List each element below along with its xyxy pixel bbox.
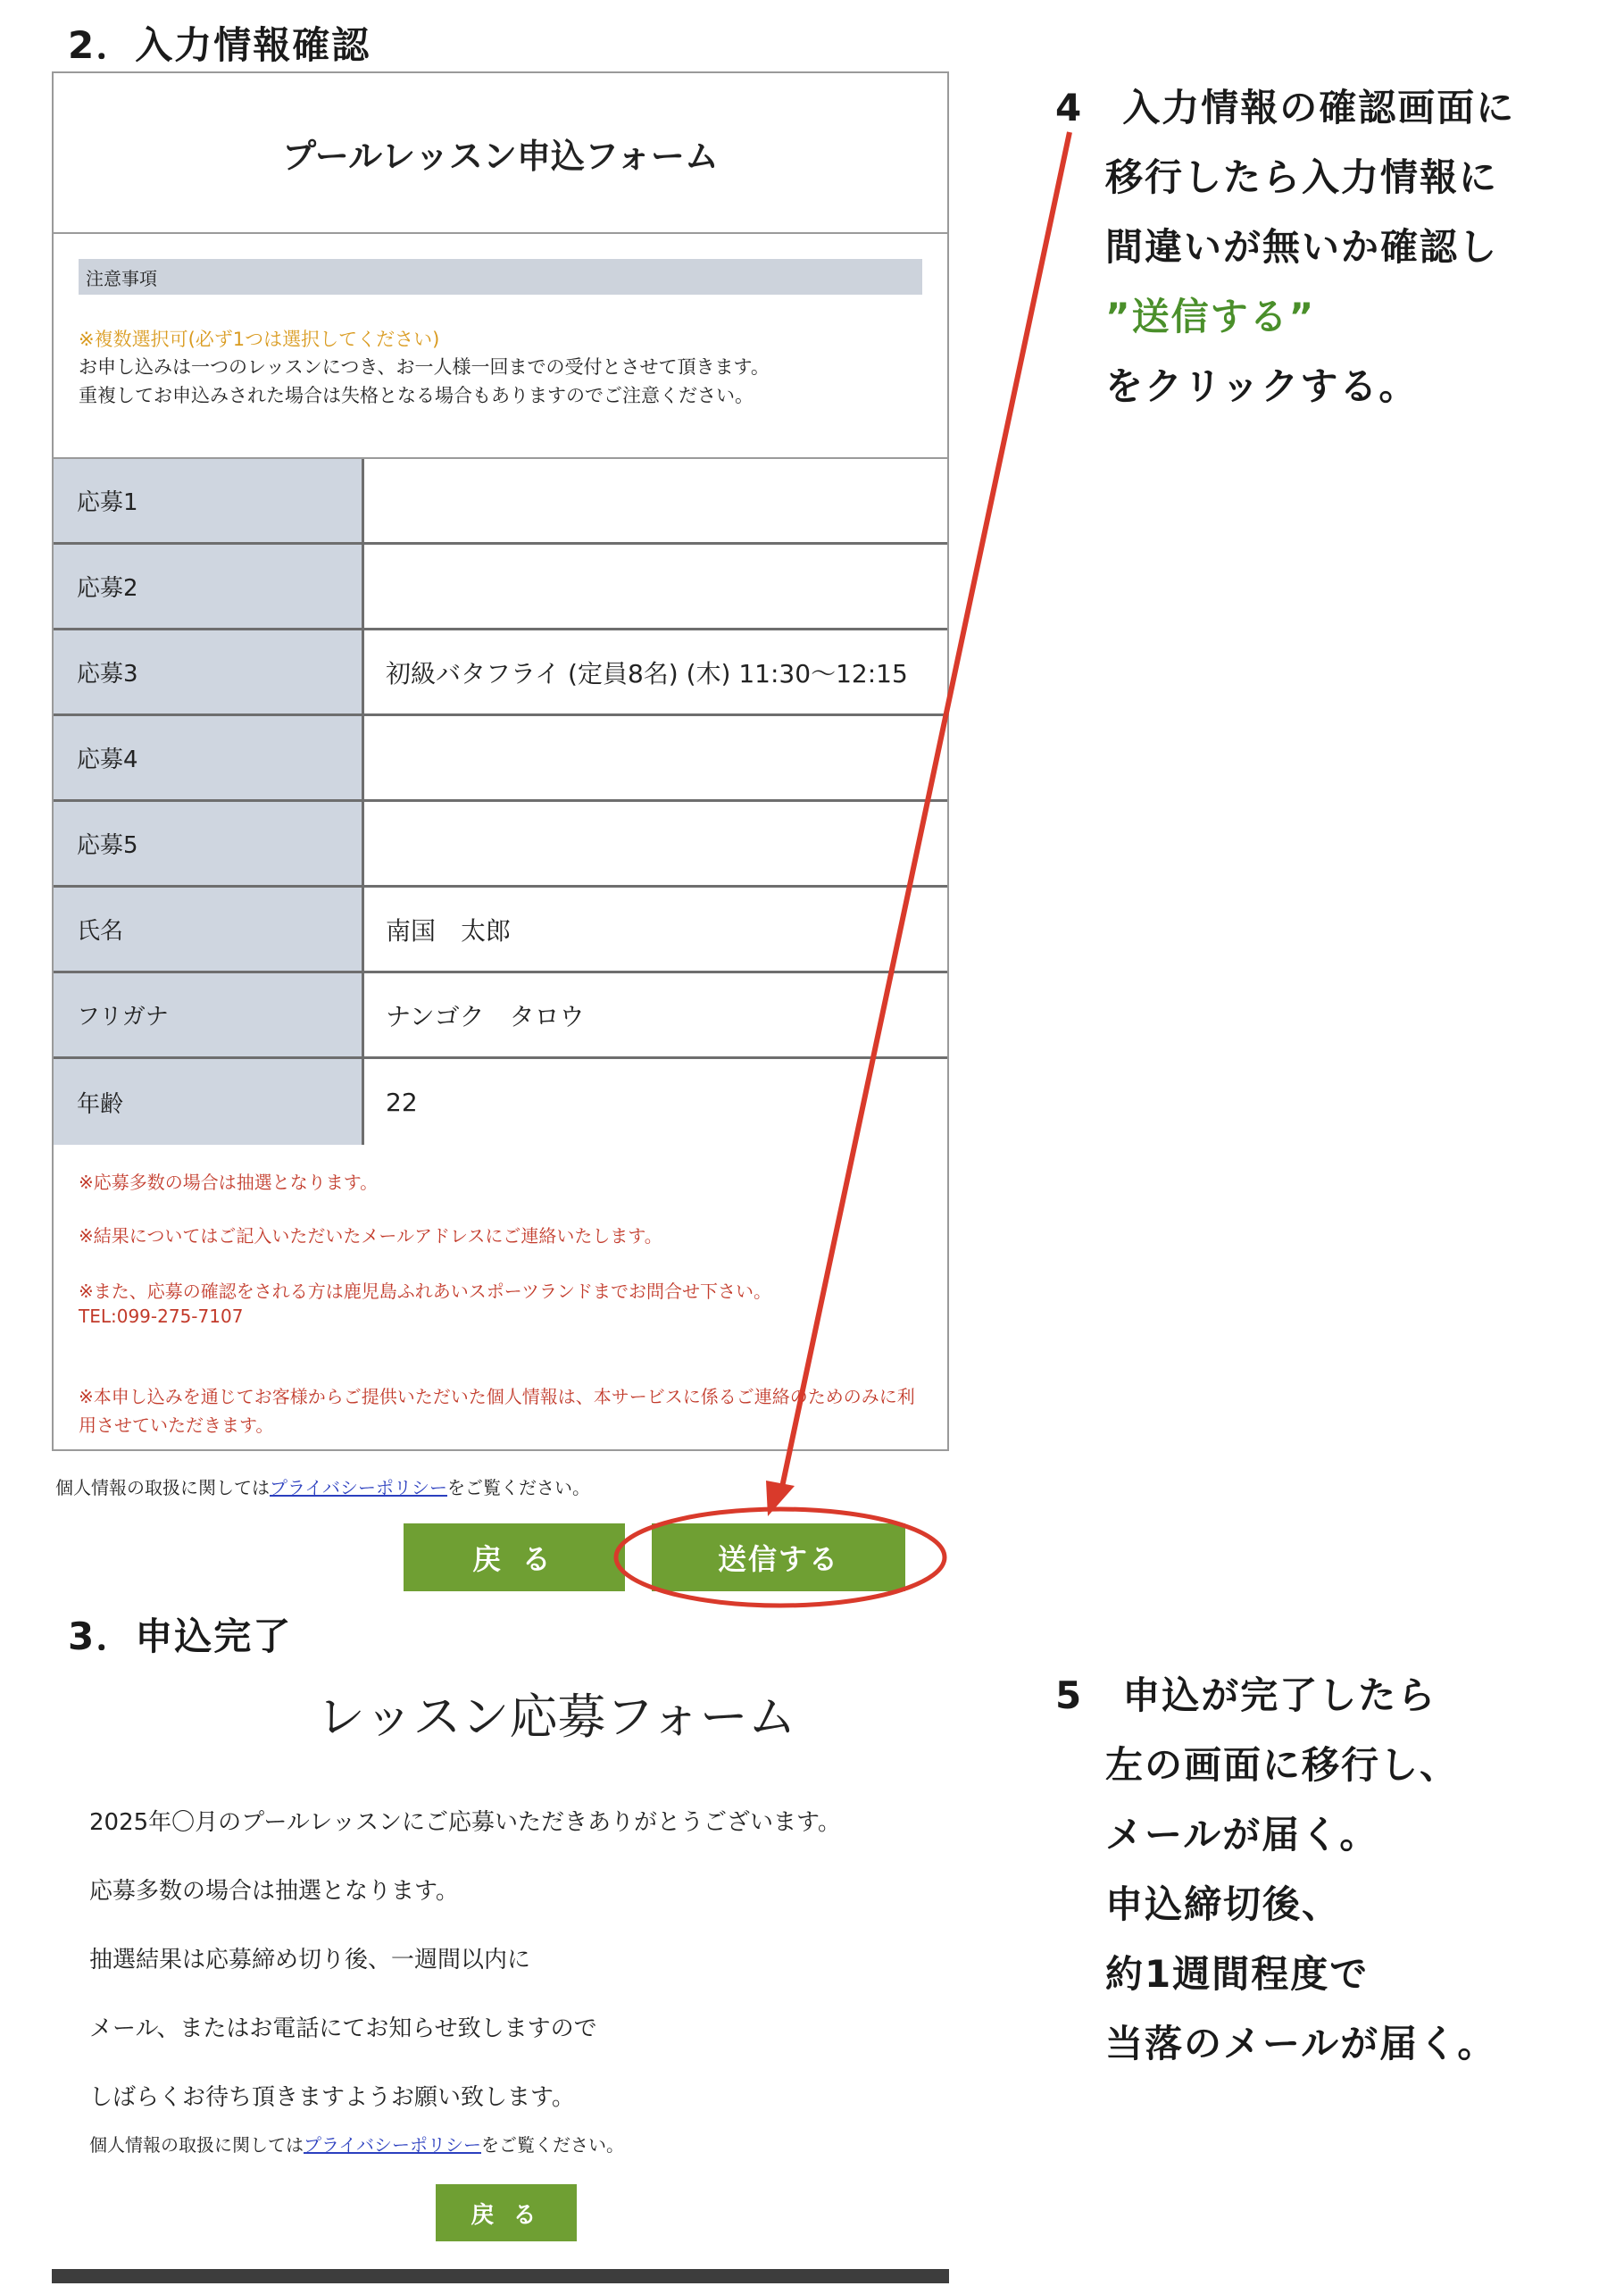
complete-back-button[interactable]: 戻 る	[436, 2184, 577, 2241]
instruction-5-line-2: 左の画面に移行し、	[1105, 1743, 1460, 1787]
complete-line-3: 抽選結果は応募締め切り後、一週間以内に	[89, 1947, 531, 1973]
row-value: 22	[386, 1087, 418, 1117]
complete-privacy-policy-line	[89, 2131, 624, 2157]
submit-button[interactable]: 送信する	[652, 1523, 905, 1591]
row-label: フリガナ	[54, 973, 364, 1056]
policy-prefix: 個人情報の取扱に関しては	[55, 1477, 270, 1498]
instruction-4-highlight: ”送信する”	[1105, 295, 1316, 338]
form-title: プールレッスン申込フォーム	[54, 73, 947, 234]
annotation-arrow-line	[781, 132, 1070, 1491]
row-label: 応募1	[54, 459, 364, 542]
complete-page-title: レッスン応募フォーム	[317, 1689, 796, 1745]
row-value: 初級バタフライ (定員8名) (木) 11:30～12:15	[386, 658, 908, 688]
note-lottery: ※応募多数の場合は抽選となります。	[79, 1172, 379, 1193]
instruction-5-line-1: 5 申込が完了したら	[1055, 1673, 1437, 1717]
complete-line-1: 2025年〇月のプールレッスンにご応募いただきありがとうございます。	[89, 1809, 841, 1836]
note-phone: TEL:099-275-7107	[79, 1306, 244, 1327]
instruction-5-line-6: 当落のメールが届く。	[1105, 2022, 1497, 2065]
instruction-5	[1055, 1661, 1496, 2079]
notice-header: 注意事項	[79, 259, 922, 295]
bottom-divider	[52, 2269, 949, 2283]
instruction-4-line-3: 間違いが無いか確認し	[1105, 225, 1499, 269]
instruction-4-last: をクリックする。	[1105, 364, 1419, 408]
instruction-4-line-1: 4 入力情報の確認画面に	[1055, 86, 1516, 129]
row-label: 応募5	[54, 802, 364, 885]
note-result-email: ※結果についてはご記入いただいたメールアドレスにご連絡いたします。	[79, 1225, 662, 1247]
instruction-5-line-3: メールが届く。	[1105, 1813, 1379, 1856]
note-privacy-2: 用させていただきます。	[79, 1414, 274, 1436]
notice-line-1: ※複数選択可(必ず1つは選択してください)	[79, 329, 440, 350]
instruction-5-line-5: 約1週間程度で	[1105, 1952, 1370, 1996]
privacy-policy-link[interactable]: プライバシーポリシー	[270, 1477, 447, 1498]
complete-line-5: しばらくお待ち頂きますようお願い致します。	[89, 2084, 575, 2111]
section-2-title: 2．入力情報確認	[68, 23, 371, 67]
policy-suffix: をご覧ください。	[447, 1477, 590, 1498]
row-label: 応募3	[54, 630, 364, 713]
back-button[interactable]: 戻 る	[404, 1523, 625, 1591]
instruction-5-line-4: 申込締切後、	[1105, 1882, 1342, 1926]
notice-line-2: お申し込みは一つのレッスンにつき、お一人様一回までの受付とさせて頂きます。	[79, 356, 770, 378]
complete-line-4: メール、またはお電話にてお知らせ致しますので	[89, 2015, 597, 2042]
section-3-title: 3．申込完了	[68, 1614, 293, 1658]
policy-suffix: をご覧ください。	[481, 2134, 624, 2156]
complete-line-2: 応募多数の場合は抽選となります。	[89, 1878, 459, 1905]
row-label: 応募2	[54, 545, 364, 628]
annotation-ellipse	[616, 1509, 945, 1606]
note-privacy-1: ※本申し込みを通じてお客様からご提供いただいた個人情報は、本サービスに係るご連絡のためのみに利	[79, 1386, 915, 1407]
row-label: 年齢	[54, 1059, 364, 1145]
row-value: ナンゴク タロウ	[386, 1001, 585, 1031]
instruction-4-line-2: 移行したら入力情報に	[1105, 155, 1499, 199]
policy-prefix: 個人情報の取扱に関しては	[89, 2134, 304, 2156]
instruction-4	[1055, 73, 1515, 421]
note-contact: ※また、応募の確認をされる方は鹿児島ふれあいスポーツランドまでお問合せ下さい。	[79, 1281, 771, 1302]
row-value: 南国 太郎	[386, 915, 512, 946]
privacy-policy-link[interactable]: プライバシーポリシー	[304, 2134, 481, 2156]
notice-line-3: 重複してお申込みされた場合は失格となる場合もありますのでご注意ください。	[79, 385, 754, 406]
row-label: 氏名	[54, 888, 364, 971]
row-label: 応募4	[54, 716, 364, 799]
